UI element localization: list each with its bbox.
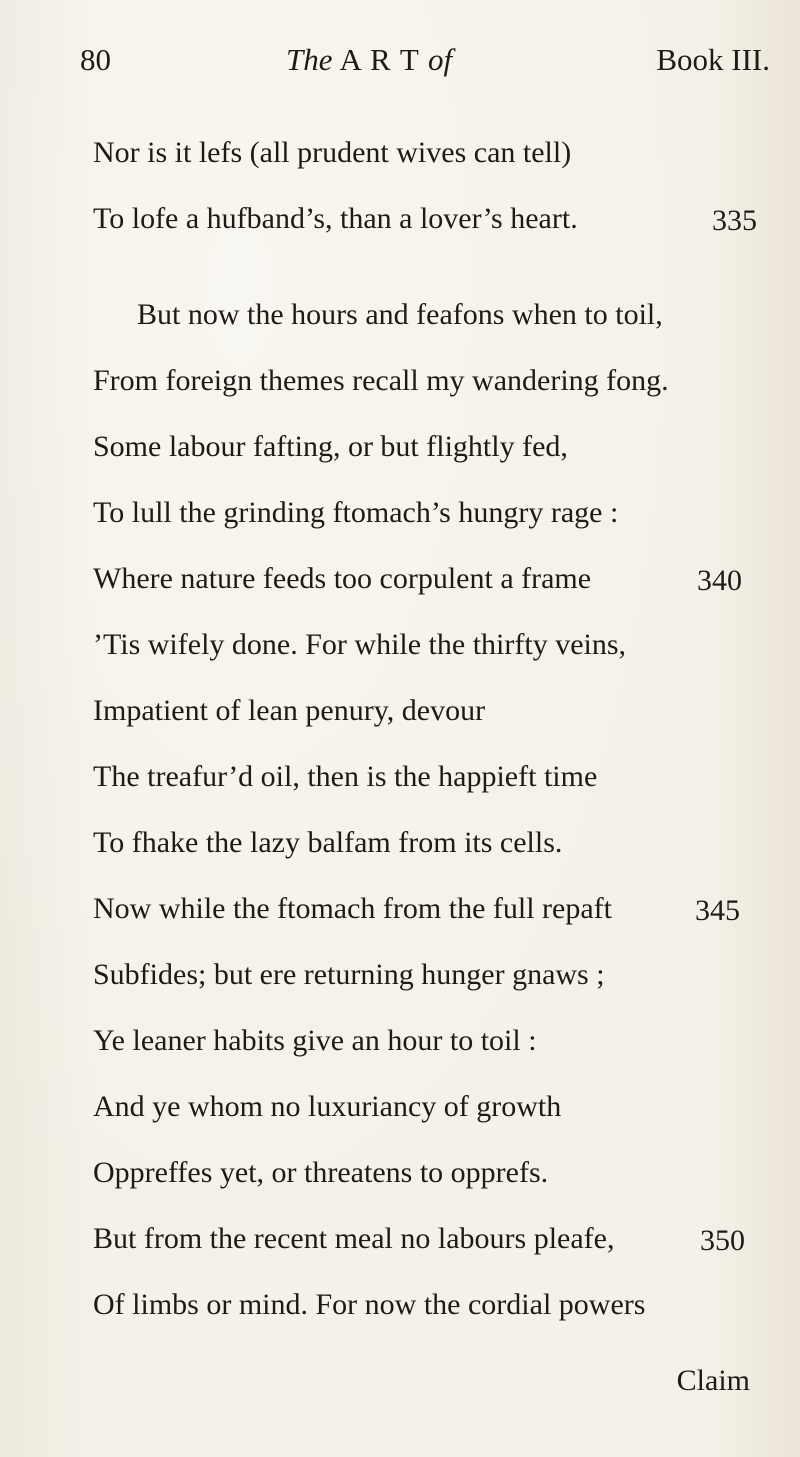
running-title-of: of [427, 42, 453, 77]
catchword: Claim [676, 1364, 750, 1397]
verse-line: Where nature feeds too corpulent a frame [93, 562, 592, 595]
verse-line: Oppreffes yet, or threatens to opprefs. [93, 1156, 549, 1189]
running-title-the: The [286, 42, 333, 77]
verse-line: Ye leaner habits give an hour to toil : [93, 1024, 537, 1057]
verse-line: Nor is it lefs (all prudent wives can tell) [93, 136, 572, 169]
verse-line: But now the hours and feafons when to toil, [137, 298, 663, 331]
book-label: Book III. [656, 42, 770, 77]
line-number: 345 [695, 894, 740, 927]
verse-line: Of limbs or mind. For now the cordial powers [93, 1288, 646, 1321]
verse-line: And ye whom no luxuriancy of growth [93, 1090, 562, 1123]
verse-line: Impatient of lean penury, devour [93, 694, 486, 727]
verse-line: Subfides; but ere returning hunger gnaws ; [93, 958, 605, 991]
running-title-art: A R T [339, 42, 420, 77]
verse-line: ’Tis wifely done. For while the thirfty veins, [93, 628, 627, 661]
verse-line: But from the recent meal no labours pleafe, [93, 1222, 615, 1255]
verse-line: The treafur’d oil, then is the happieft time [93, 760, 598, 793]
verse-line: To lofe a hufband’s, than a lover’s heart. [93, 202, 578, 235]
line-number: 335 [712, 204, 757, 237]
verse-line: From foreign themes recall my wandering fong. [93, 364, 669, 397]
page-number: 80 [80, 42, 111, 77]
verse-line: Some labour fafting, or but flightly fed, [93, 430, 568, 463]
verse-line: Now while the ftomach from the full repaft [93, 892, 612, 925]
line-number: 350 [700, 1224, 745, 1257]
verse-line: To fhake the lazy balfam from its cells. [93, 826, 563, 859]
verse-line: To lull the grinding ftomach’s hungry rage : [93, 496, 619, 529]
line-number: 340 [697, 564, 742, 597]
